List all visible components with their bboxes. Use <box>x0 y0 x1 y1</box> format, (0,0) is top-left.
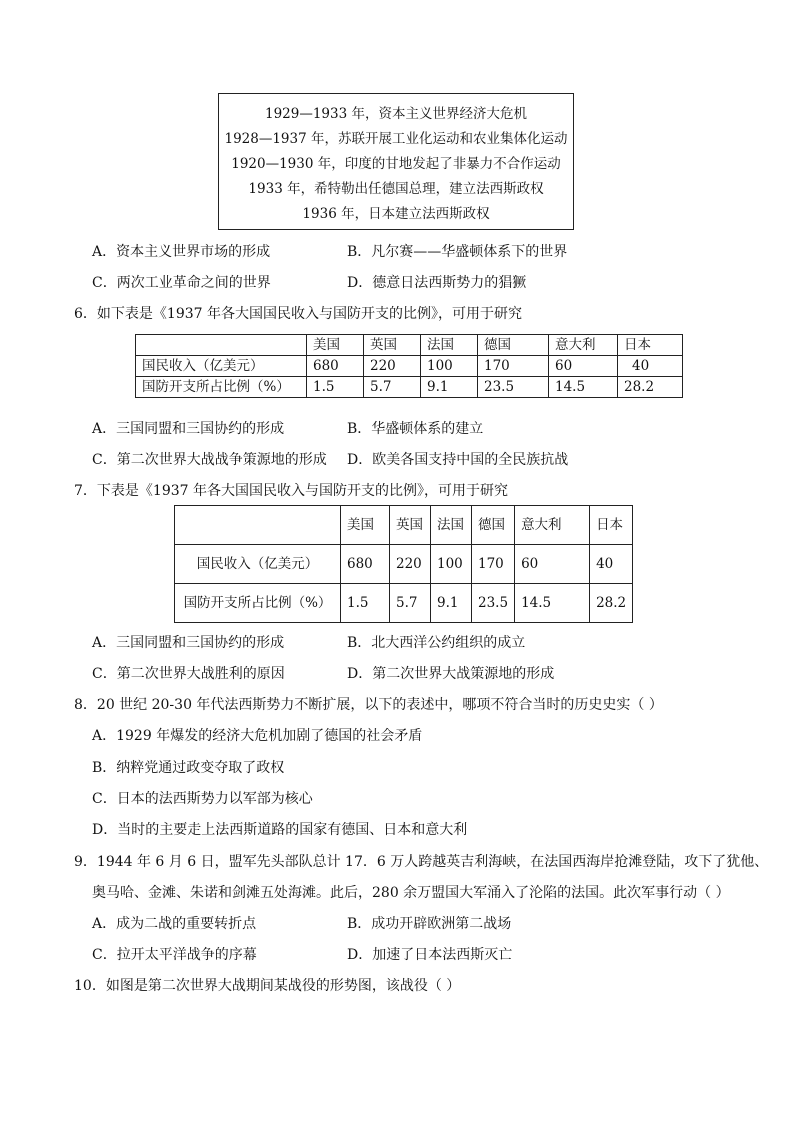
material-line: 1933 年，希特勒出任德国总理，建立法西斯政权 <box>248 181 544 197</box>
table-cell: 220 <box>364 356 421 377</box>
table-cell: 美国 <box>307 335 364 356</box>
table-cell: 5.7 <box>364 377 421 398</box>
q7-option-b: B．北大西洋公约组织的成立 <box>347 635 526 651</box>
table-cell: 国民收入（亿美元） <box>175 545 341 584</box>
table-cell: 23.5 <box>472 584 515 623</box>
q5-option-d: D．德意日法西斯势力的猖獗 <box>347 275 527 291</box>
table-cell: 170 <box>472 545 515 584</box>
material-box <box>218 93 574 230</box>
q7-option-a: A．三国同盟和三国协约的形成 <box>92 635 285 651</box>
table-cell: 170 <box>478 356 549 377</box>
q6-option-a: A．三国同盟和三国协约的形成 <box>92 421 285 437</box>
table-cell: 220 <box>390 545 431 584</box>
material-line: 1928—1937 年，苏联开展工业化运动和农业集体化运动 <box>224 131 568 147</box>
q8-option-a: A．1929 年爆发的经济大危机加剧了德国的社会矛盾 <box>92 728 423 744</box>
table-cell: 1.5 <box>341 584 390 623</box>
table-cell: 680 <box>307 356 364 377</box>
table-cell: 14.5 <box>515 584 590 623</box>
table-row <box>136 377 683 398</box>
q6-stem: 6．如下表是《1937 年各大国国民收入与国防开支的比例》，可用于研究 <box>74 306 522 322</box>
q8-option-b: B．纳粹党通过政变夺取了政权 <box>92 760 285 776</box>
table-cell: 意大利 <box>515 506 590 545</box>
table-cell: 100 <box>421 356 478 377</box>
q6-table <box>135 334 683 398</box>
table-cell: 德国 <box>472 506 515 545</box>
q6-option-b: B．华盛顿体系的建立 <box>347 421 484 437</box>
q9-stem-line2: 奥马哈、金滩、朱诺和剑滩五处海滩。此后，280 余万盟国大军涌入了沦陷的法国。此次军事行动（ ） <box>92 885 730 901</box>
table-cell: 9.1 <box>421 377 478 398</box>
material-line: 1920—1930 年，印度的甘地发起了非暴力不合作运动 <box>231 156 561 172</box>
table-cell: 5.7 <box>390 584 431 623</box>
table-header-row <box>136 335 683 356</box>
table-row <box>136 356 683 377</box>
q9-option-a: A．成为二战的重要转折点 <box>92 916 257 932</box>
table-cell: 英国 <box>390 506 431 545</box>
table-cell <box>136 335 307 356</box>
q8-option-d: D．当时的主要走上法西斯道路的国家有德国、日本和意大利 <box>92 822 468 838</box>
table-cell: 美国 <box>341 506 390 545</box>
table-cell: 60 <box>549 356 618 377</box>
table-cell: 英国 <box>364 335 421 356</box>
q10-stem: 10．如图是第二次世界大战期间某战役的形势图，该战役（ ） <box>74 978 461 994</box>
table-cell: 1.5 <box>307 377 364 398</box>
table-cell: 680 <box>341 545 390 584</box>
table-cell: 法国 <box>421 335 478 356</box>
table-cell: 14.5 <box>549 377 618 398</box>
table-cell: 法国 <box>431 506 472 545</box>
q6-option-d: D．欧美各国支持中国的全民族抗战 <box>347 452 569 468</box>
table-cell: 60 <box>515 545 590 584</box>
q7-option-d: D．第二次世界大战策源地的形成 <box>347 666 555 682</box>
q6-option-c: C．第二次世界大战战争策源地的形成 <box>92 452 327 468</box>
q8-option-c: C．日本的法西斯势力以军部为核心 <box>92 791 313 807</box>
q7-option-c: C．第二次世界大战胜利的原因 <box>92 666 285 682</box>
table-header-row <box>175 506 633 545</box>
q9-option-c: C．拉开太平洋战争的序幕 <box>92 947 257 963</box>
q8-stem: 8．20 世纪 20-30 年代法西斯势力不断扩展，以下的表述中，哪项不符合当时的历史史实（ ） <box>74 697 663 713</box>
table-row <box>175 584 633 623</box>
material-line: 1936 年，日本建立法西斯政权 <box>302 206 490 222</box>
table-cell <box>175 506 341 545</box>
q7-table <box>174 505 633 623</box>
table-cell: 40 <box>618 356 683 377</box>
table-cell: 国防开支所占比例（%） <box>175 584 341 623</box>
table-cell: 23.5 <box>478 377 549 398</box>
table-cell: 德国 <box>478 335 549 356</box>
q5-option-b: B．凡尔赛——华盛顿体系下的世界 <box>347 244 568 260</box>
q7-stem: 7．下表是《1937 年各大国国民收入与国防开支的比例》，可用于研究 <box>74 483 508 499</box>
table-cell: 日本 <box>590 506 633 545</box>
material-line: 1929—1933 年，资本主义世界经济大危机 <box>264 106 527 122</box>
table-cell: 日本 <box>618 335 683 356</box>
q5-option-a: A．资本主义世界市场的形成 <box>92 244 271 260</box>
q5-option-c: C．两次工业革命之间的世界 <box>92 275 271 291</box>
table-cell: 28.2 <box>590 584 633 623</box>
table-cell: 国防开支所占比例（%） <box>136 377 307 398</box>
q9-option-d: D．加速了日本法西斯灭亡 <box>347 947 513 963</box>
table-cell: 意大利 <box>549 335 618 356</box>
table-cell: 国民收入（亿美元） <box>136 356 307 377</box>
q9-stem-line1: 9．1944 年 6 月 6 日，盟军先头部队总计 17．6 万人跨越英吉利海峡，在法国西海岸抢滩登陆，攻下了犹他、 <box>74 854 769 870</box>
table-cell: 9.1 <box>431 584 472 623</box>
table-cell: 28.2 <box>618 377 683 398</box>
table-cell: 100 <box>431 545 472 584</box>
table-row <box>175 545 633 584</box>
q9-option-b: B．成功开辟欧洲第二战场 <box>347 916 512 932</box>
table-cell: 40 <box>590 545 633 584</box>
